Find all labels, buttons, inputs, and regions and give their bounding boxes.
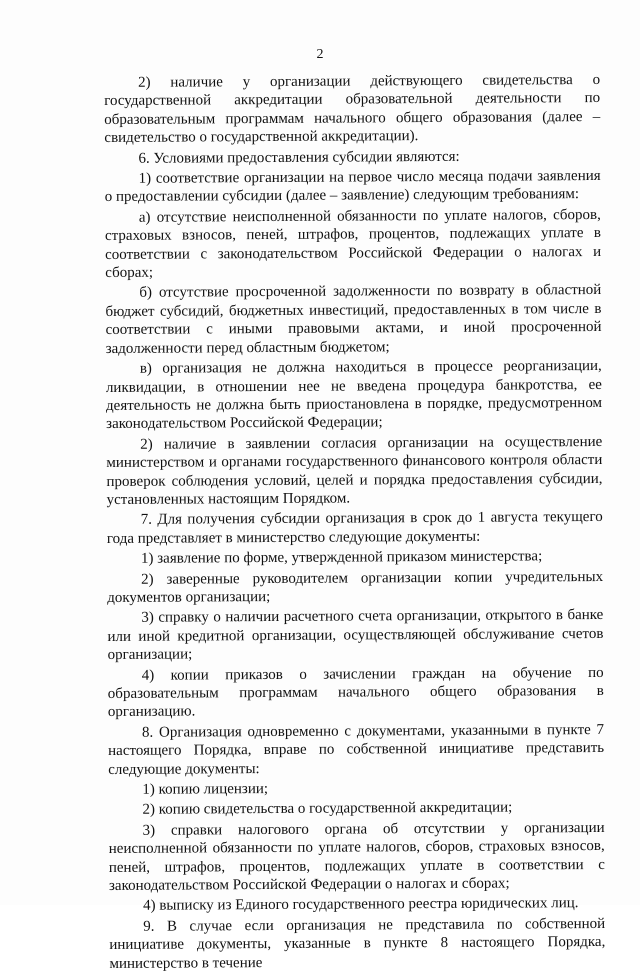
paragraph-conditions-2: 2) наличие в заявлении согласия организации на осуществление министерством и органами государственного финансового контроля области проверок соблюдения условий, целей и порядка предоставления субсидии, установленных настоящим Порядком. xyxy=(106,433,603,508)
page-number: 2 xyxy=(316,47,324,62)
paragraph-section-7: 7. Для получения субсидии организация в срок до 1 августа текущего года представляет в министерство следующие документы: xyxy=(106,509,603,547)
paragraph-conditions-1: 1) соответствие организации на первое число месяца подачи заявления о предоставлении субсидии (далее – заявление) следующим требованиям: xyxy=(104,167,601,206)
paragraph-doc-application: 1) заявление по форме, утвержденной приказом министерства; xyxy=(140,548,543,567)
document-body xyxy=(104,71,605,975)
paragraph-doc-license: 1) копию лицензии; xyxy=(142,781,269,798)
paragraph-accreditation-certificate: 2) наличие у организации действующего свидетельства о государственной аккредитации образовательной деятельности по образовательным программам начального общего образования (далее – свидетельство о государственной аккредитации). xyxy=(104,71,601,147)
paragraph-doc-bank-account: 3) справку о наличии расчетного счета организации, открытого в банке или иной кредитной организации, осуществляющей обслуживание счетов организации; xyxy=(107,607,604,664)
paragraph-condition-v: в) организация не должна находиться в процессе реорганизации, ликвидации, в отношении нее не введена процедура банкротства, ее деятельность не должна быть приостановлена в порядке, предусмотренном законодательством Российской Федерации; xyxy=(105,358,603,433)
paragraph-doc-accreditation-copy: 2) копию свидетельства о государственной аккредитации; xyxy=(142,799,513,819)
paragraph-section-8: 8. Организация одновременно с документами, указанными в пункте 7 настоящего Порядка, вправе по собственной инициативе представить следующие документы: xyxy=(108,721,605,778)
paragraph-condition-b: б) отсутствие просроченной задолженности по возврату в областной бюджет субсидий, бюджетных инвестиций, предоставленных в том числе в соответствии с иными правовыми актами, и иной просроченной задолженности перед областным бюджетом; xyxy=(105,282,602,357)
paragraph-section-9: 9. В случае если организация не представила по собственной инициативе документы, указанные в пункте 8 настоящего Порядка, министерство в течение xyxy=(109,915,606,972)
paragraph-doc-registry-extract: 4) выписку из Единого государственного реестра юридических лиц. xyxy=(143,895,579,915)
paragraph-doc-enrollment-orders: 4) копии приказов о зачислении граждан на обучение по образовательным программам начального общего образования в организацию. xyxy=(107,664,604,721)
paragraph-doc-tax-certificate: 3) справки налогового органа об отсутствии у организации неисполненной обязанности по уплате налогов, сборов, страховых взносов, пеней, штрафов, процентов, подлежащих уплате в соответствии с законодательством Российской Федерации о налогах и сборах; xyxy=(108,819,605,895)
paragraph-doc-charter-copies: 2) заверенные руководителем организации копии учредительных документов организации; xyxy=(107,568,604,606)
paragraph-section-6-heading: 6. Условиями предоставления субсидии являются: xyxy=(138,148,460,167)
paragraph-condition-a: а) отсутствие неисполненной обязанности по уплате налогов, сборов, страховых взносов, пеней, штрафов, процентов, подлежащих уплате в соответствии с законодательством Российской Федерации о налогах и сборах; xyxy=(104,206,602,282)
